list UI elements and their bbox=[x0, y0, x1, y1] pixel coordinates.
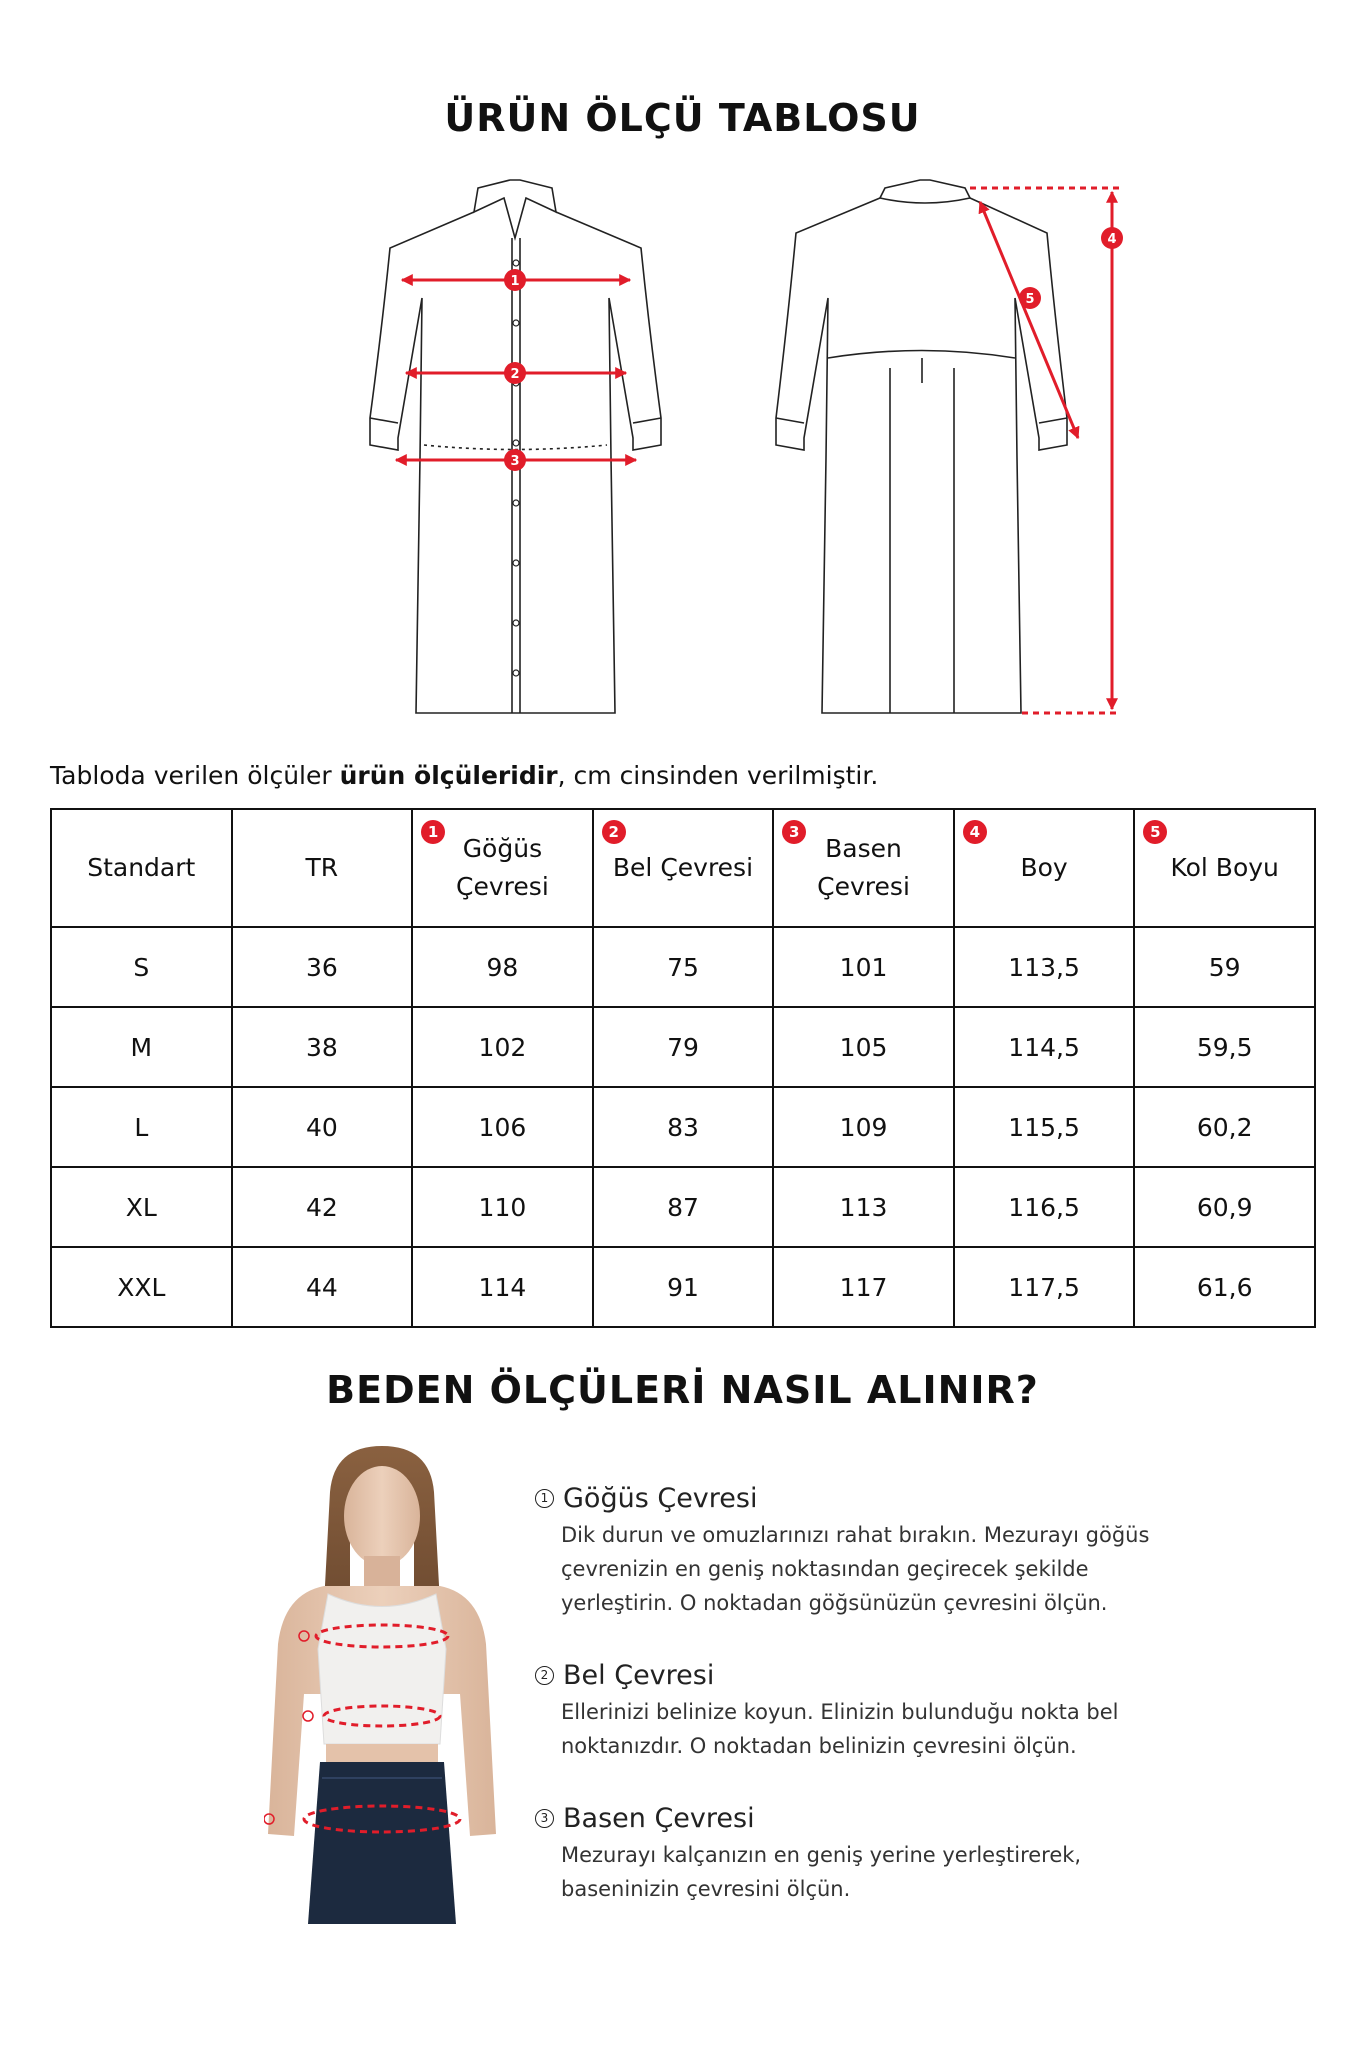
instruction-step-chest bbox=[535, 1483, 1175, 1620]
measurement-instructions bbox=[535, 1483, 1175, 1946]
table-cell: 61,6 bbox=[1134, 1247, 1315, 1327]
table-cell: M bbox=[51, 1007, 232, 1087]
badge-2-icon: 2 bbox=[602, 820, 626, 844]
table-cell: 98 bbox=[412, 927, 593, 1007]
step-title: Göğüs Çevresi bbox=[563, 1483, 758, 1514]
table-cell: 117 bbox=[773, 1247, 954, 1327]
table-cell: XXL bbox=[51, 1247, 232, 1327]
table-cell: XL bbox=[51, 1167, 232, 1247]
step-description: Ellerinizi belinize koyun. Elinizin bulunduğu nokta bel noktanızdır. O noktadan belinizin çevresini ölçün. bbox=[561, 1700, 1119, 1758]
table-cell: 113,5 bbox=[954, 927, 1135, 1007]
table-cell: 114,5 bbox=[954, 1007, 1135, 1087]
table-cell: 109 bbox=[773, 1087, 954, 1167]
marker-1-label: 1 bbox=[510, 274, 520, 289]
column-header: 3 Basen Çevresi bbox=[773, 809, 954, 927]
table-row bbox=[51, 1247, 1315, 1327]
table-cell: 113 bbox=[773, 1167, 954, 1247]
column-header: 2 Bel Çevresi bbox=[593, 809, 774, 927]
table-cell: 60,2 bbox=[1134, 1087, 1315, 1167]
instruction-step-hip bbox=[535, 1803, 1175, 1906]
step-description: Dik durun ve omuzlarınızı rahat bırakın. Mezurayı göğüs çevrenizin en geniş noktasından geçirecek şekilde yerleştirin. O noktadan göğsünüzün çevresini ölçün. bbox=[561, 1523, 1150, 1615]
step-number-icon: 3 bbox=[535, 1809, 554, 1828]
marker-3-label: 3 bbox=[510, 454, 520, 469]
table-cell: 106 bbox=[412, 1087, 593, 1167]
instruction-step-waist bbox=[535, 1660, 1175, 1763]
table-cell: 36 bbox=[232, 927, 413, 1007]
column-header: 5 Kol Boyu bbox=[1134, 809, 1315, 927]
page-title: ÜRÜN ÖLÇÜ TABLOSU bbox=[444, 96, 921, 140]
badge-1-icon: 1 bbox=[421, 820, 445, 844]
table-cell: L bbox=[51, 1087, 232, 1167]
table-row bbox=[51, 1087, 1315, 1167]
table-cell: 101 bbox=[773, 927, 954, 1007]
table-cell: 38 bbox=[232, 1007, 413, 1087]
table-row bbox=[51, 1167, 1315, 1247]
table-cell: 87 bbox=[593, 1167, 774, 1247]
table-cell: 115,5 bbox=[954, 1087, 1135, 1167]
step-title: Bel Çevresi bbox=[563, 1660, 715, 1691]
column-header: TR bbox=[232, 809, 413, 927]
table-cell: 83 bbox=[593, 1087, 774, 1167]
table-cell: 102 bbox=[412, 1007, 593, 1087]
table-cell: 42 bbox=[232, 1167, 413, 1247]
model-illustration bbox=[264, 1444, 500, 1924]
dress-technical-drawing bbox=[330, 168, 1150, 733]
table-cell: 59,5 bbox=[1134, 1007, 1315, 1087]
badge-3-icon: 3 bbox=[782, 820, 806, 844]
marker-2-label: 2 bbox=[510, 367, 520, 382]
column-header: Standart bbox=[51, 809, 232, 927]
intro-text-bold: ürün ölçüleridir bbox=[339, 761, 558, 790]
step-number-icon: 2 bbox=[535, 1666, 554, 1685]
intro-text-end: , cm cinsinden verilmiştir. bbox=[557, 761, 879, 790]
table-cell: 114 bbox=[412, 1247, 593, 1327]
table-cell: 110 bbox=[412, 1167, 593, 1247]
table-cell: 75 bbox=[593, 927, 774, 1007]
table-cell: S bbox=[51, 927, 232, 1007]
table-cell: 91 bbox=[593, 1247, 774, 1327]
table-header-row bbox=[51, 809, 1315, 927]
column-header: 1 Göğüs Çevresi bbox=[412, 809, 593, 927]
table-cell: 40 bbox=[232, 1087, 413, 1167]
table-row bbox=[51, 927, 1315, 1007]
table-cell: 116,5 bbox=[954, 1167, 1135, 1247]
column-header: 4 Boy bbox=[954, 809, 1135, 927]
marker-4-label: 4 bbox=[1107, 232, 1117, 247]
step-description: Mezurayı kalçanızın en geniş yerine yerleştirerek, baseninizin çevresini ölçün. bbox=[561, 1843, 1082, 1901]
howto-title: BEDEN ÖLÇÜLERİ NASIL ALINIR? bbox=[326, 1368, 1039, 1412]
badge-4-icon: 4 bbox=[963, 820, 987, 844]
table-cell: 60,9 bbox=[1134, 1167, 1315, 1247]
size-table bbox=[50, 808, 1316, 1328]
table-cell: 44 bbox=[232, 1247, 413, 1327]
table-cell: 59 bbox=[1134, 927, 1315, 1007]
intro-text-start: Tabloda verilen ölçüler bbox=[50, 761, 340, 790]
step-number-icon: 1 bbox=[535, 1489, 554, 1508]
table-cell: 105 bbox=[773, 1007, 954, 1087]
table-intro bbox=[50, 761, 878, 790]
table-row bbox=[51, 1007, 1315, 1087]
table-cell: 79 bbox=[593, 1007, 774, 1087]
table-cell: 117,5 bbox=[954, 1247, 1135, 1327]
marker-5-label: 5 bbox=[1025, 292, 1035, 307]
back-measurements bbox=[970, 188, 1120, 713]
back-view bbox=[776, 180, 1067, 713]
step-title: Basen Çevresi bbox=[563, 1803, 755, 1834]
badge-5-icon: 5 bbox=[1143, 820, 1167, 844]
